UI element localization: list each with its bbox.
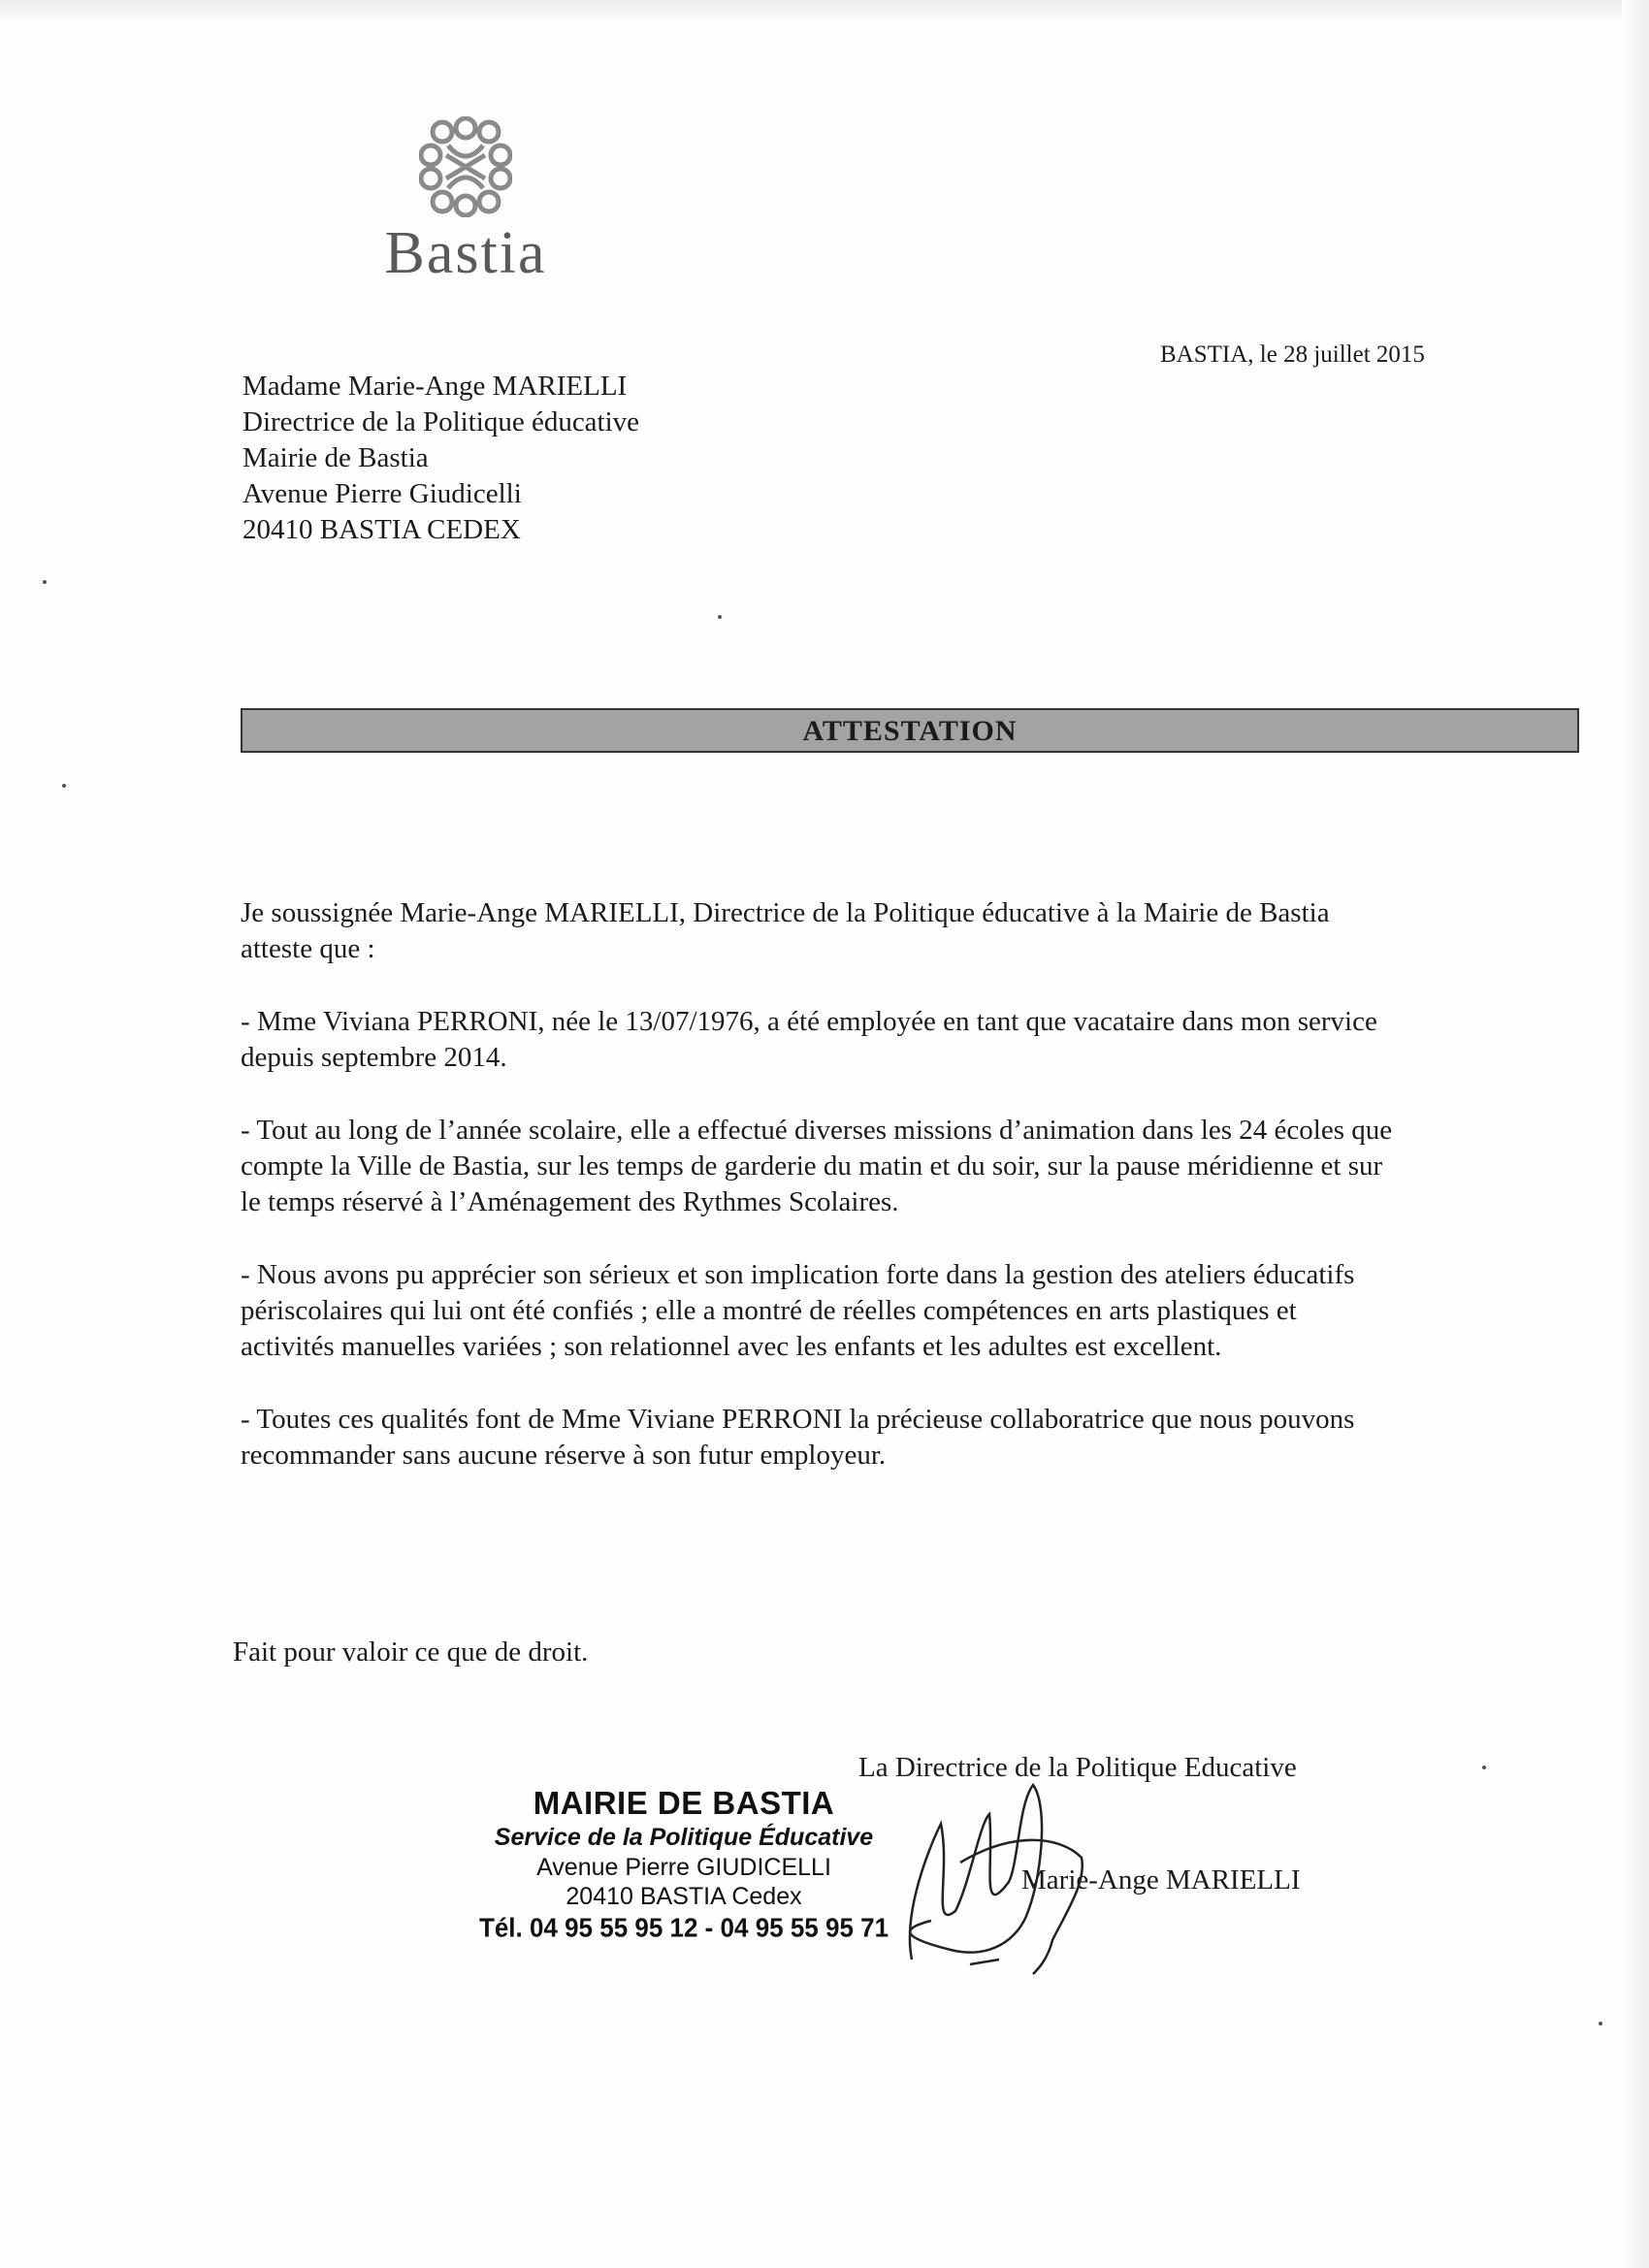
sender-address: [242, 369, 639, 548]
scan-speck: [1599, 2022, 1602, 2025]
sender-line: Avenue Pierre Giudicelli: [242, 478, 522, 509]
bastia-emblem-icon: [419, 116, 512, 217]
letter-body: [241, 895, 1589, 1510]
scan-speck: [1482, 1766, 1486, 1769]
scan-speck: [718, 615, 722, 619]
paragraph-line: le temps réservé à l’Aménagement des Rythmes Scolaires.: [241, 1186, 899, 1217]
scan-shadow-top: [0, 0, 1649, 23]
bastia-logo: [373, 116, 558, 288]
paragraph: [241, 1257, 1589, 1365]
signatory-name: Marie-Ange MARIELLI: [1021, 1864, 1301, 1895]
paragraph-line: périscolaires qui lui ont été confiés ; elle a montré de réelles compétences en arts plastiques et: [241, 1295, 1297, 1326]
paragraph: [241, 1004, 1589, 1076]
paragraph: [241, 1402, 1589, 1474]
paragraph-line: - Mme Viviana PERRONI, née le 13/07/1976, a été employée en tant que vacataire dans mon service: [241, 1006, 1377, 1037]
document-title: ATTESTATION: [802, 715, 1018, 747]
paragraph-line: - Toutes ces qualités font de Mme Viviane PERRONI la précieuse collaboratrice que nous pouvons: [241, 1404, 1355, 1435]
closing-line: Fait pour valoir ce que de droit.: [233, 1636, 589, 1668]
paragraph-line: atteste que :: [241, 933, 375, 964]
stamp-line: Service de la Politique Éducative: [494, 1824, 874, 1851]
sender-line: Directrice de la Politique éducative: [242, 406, 640, 437]
paragraph-line: depuis septembre 2014.: [241, 1042, 507, 1073]
stamp-line: Tél. 04 95 55 95 12 - 04 95 55 95 71: [478, 1911, 889, 1944]
paragraph-line: compte la Ville de Bastia, sur les temps de garderie du matin et du soir, sur la pause méridienne et sur: [241, 1150, 1383, 1182]
sender-line: Madame Marie-Ange MARIELLI: [242, 371, 628, 402]
stamp-line: 20410 BASTIA Cedex: [566, 1883, 802, 1910]
scan-speck: [62, 784, 66, 788]
sender-line: 20410 BASTIA CEDEX: [242, 514, 521, 545]
logo-text: Bastia: [384, 220, 547, 286]
paragraph-line: activités manuelles variées ; son relationnel avec les enfants et les adultes est excellent.: [241, 1331, 1222, 1362]
paragraph-line: recommander sans aucune réserve à son futur employeur.: [241, 1440, 887, 1471]
stamp-line: Avenue Pierre GIUDICELLI: [536, 1854, 831, 1881]
official-stamp: [456, 1785, 912, 1944]
stamp-line: MAIRIE DE BASTIA: [533, 1785, 835, 1821]
paragraph: [241, 895, 1589, 967]
handwritten-signature: [873, 1766, 1096, 1979]
paragraph-line: - Tout au long de l’année scolaire, elle a effectué diverses missions d’animation dans les 24 écoles que: [241, 1115, 1393, 1146]
scan-shadow-right: [1622, 0, 1649, 2268]
title-banner: [241, 708, 1579, 753]
paragraph: [241, 1113, 1589, 1220]
date-line: BASTIA, le 28 juillet 2015: [1160, 341, 1425, 368]
paragraph-line: - Nous avons pu apprécier son sérieux et son implication forte dans la gestion des ateliers éducatifs: [241, 1259, 1355, 1290]
scan-speck: [43, 580, 47, 584]
sender-line: Mairie de Bastia: [242, 442, 429, 473]
signatory-title: La Directrice de la Politique Educative: [858, 1752, 1297, 1783]
paragraph-line: Je soussignée Marie-Ange MARIELLI, Directrice de la Politique éducative à la Mairie de Bastia: [241, 897, 1330, 928]
